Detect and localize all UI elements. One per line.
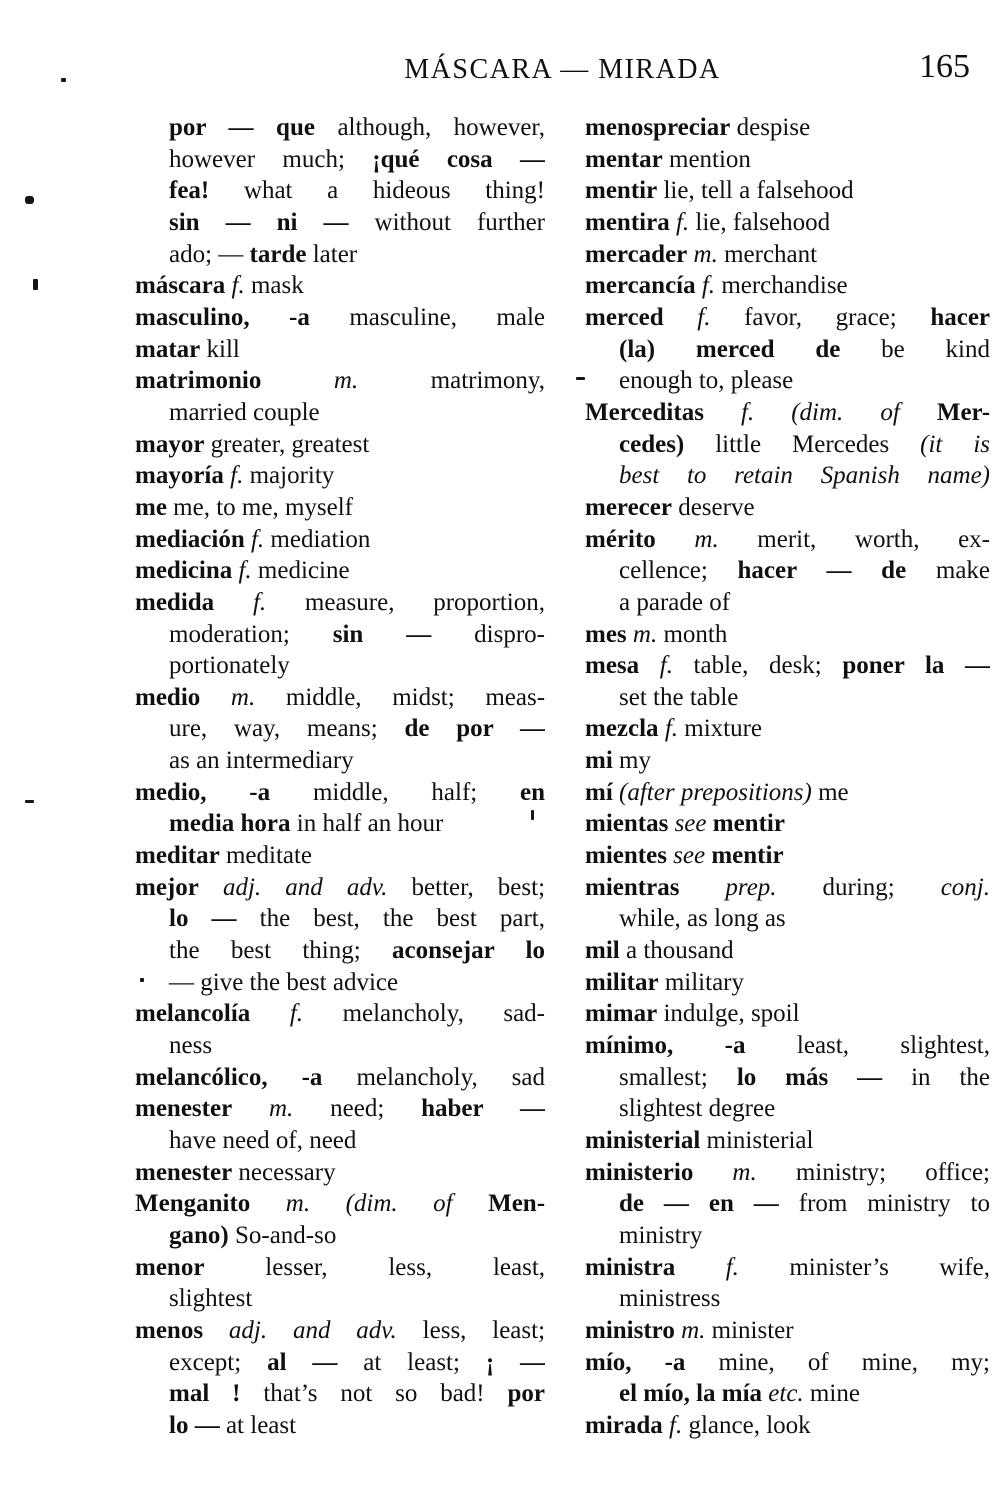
scan-speck (140, 978, 144, 982)
running-head: MÁSCARA — MIRADA (404, 54, 721, 85)
entry-line (585, 1283, 990, 1315)
text-segment: cellence; (619, 557, 708, 585)
headword: menospreciar (585, 114, 731, 141)
text-segment: merchandise (721, 272, 848, 300)
text-segment: (after prepositions) (619, 778, 812, 806)
headword: mimar (585, 1000, 658, 1028)
text-segment: lie, tell a falsehood (663, 177, 854, 205)
headword: menor (135, 1253, 205, 1281)
entry-line (585, 1062, 990, 1094)
entry-line (585, 1030, 990, 1062)
text-segment: without further (374, 208, 545, 236)
entry-line (135, 492, 545, 524)
headword: melancolía (135, 1000, 251, 1028)
text-segment: table, desk; (693, 652, 822, 680)
text-segment: middle, midst; meas- (285, 683, 545, 711)
entry-line (585, 460, 990, 492)
text-segment: majority (249, 462, 335, 490)
text-segment: merchant (724, 240, 818, 268)
text-segment: m. (269, 1095, 294, 1123)
text-segment: the best thing; (169, 937, 361, 965)
text-segment: least, slightest, (796, 1032, 990, 1060)
entry-line (585, 1378, 990, 1410)
text-segment: have need of, need (169, 1127, 357, 1154)
headword: mientes (585, 842, 667, 870)
text-segment: melancholy, sad (356, 1063, 545, 1091)
entry-line (585, 112, 990, 144)
text-segment: conj. (940, 873, 990, 901)
text-segment: merit, worth, ex- (757, 525, 990, 553)
scan-speck (61, 78, 66, 82)
text-segment: f. (659, 652, 673, 680)
entry-line (135, 967, 545, 999)
text-segment: mentir (711, 842, 784, 870)
headword: menester (135, 1158, 233, 1186)
text-segment: ure, way, means; (169, 715, 378, 743)
text-segment: m. (732, 1158, 757, 1186)
text-segment: military (664, 968, 744, 996)
entry-line (135, 302, 545, 334)
text-segment: minister (711, 1316, 794, 1344)
headword: medio, -a (135, 778, 271, 806)
entry-line (135, 713, 545, 745)
headword: militar (585, 968, 659, 996)
text-segment: at least; (363, 1348, 460, 1376)
entry-line (585, 429, 990, 461)
text-segment: m. (230, 683, 256, 711)
text-segment: kill (206, 335, 240, 363)
entry-line (135, 650, 545, 682)
text-segment: de por — (404, 715, 545, 743)
headword: Merceditas (585, 398, 704, 426)
entry-line (585, 1347, 990, 1379)
text-segment: mentir (712, 810, 785, 838)
text-segment: at least (225, 1411, 297, 1439)
headword: me (135, 493, 167, 521)
text-segment: mediation (270, 525, 371, 553)
entry-line (585, 175, 990, 207)
entry-line (585, 397, 990, 429)
text-segment: measure, proportion, (304, 588, 545, 616)
entry-line (585, 270, 990, 302)
scan-speck (531, 810, 534, 820)
entry-line (585, 1157, 990, 1189)
headword: melancólico, -a (135, 1063, 323, 1091)
headword: mayor (135, 430, 205, 458)
headword: mí (585, 778, 613, 806)
entry-line (585, 1252, 990, 1284)
text-segment: slightest (169, 1285, 253, 1313)
text-segment: lesser, less, least, (265, 1253, 545, 1281)
entry-line (135, 365, 545, 397)
entry-line (135, 1157, 545, 1189)
entry-line (135, 112, 545, 144)
entry-line (135, 808, 545, 840)
text-segment: f. (675, 208, 690, 236)
left-column (135, 112, 545, 1442)
text-segment: a thousand (625, 937, 734, 965)
headword: mercancía (585, 272, 696, 300)
entry-line (585, 872, 990, 904)
text-segment: Mer- (936, 398, 990, 426)
text-segment: f. (701, 272, 716, 300)
text-segment: poner la — (842, 652, 990, 680)
entry-line (585, 777, 990, 809)
entry-line (585, 935, 990, 967)
entry-line (135, 903, 545, 935)
headword: mínimo, -a (585, 1032, 746, 1060)
text-segment: m. (285, 1190, 311, 1218)
entry-line (585, 1410, 990, 1442)
text-segment: make (935, 557, 990, 585)
text-segment: except; (169, 1348, 242, 1376)
text-segment: indulge, spoil (663, 1000, 800, 1028)
text-segment: ministry; office; (795, 1158, 990, 1186)
text-segment: ¡ — (485, 1348, 545, 1376)
text-segment: as an intermediary (169, 747, 354, 775)
text-segment: de — en — (619, 1190, 779, 1218)
text-segment: set the table (619, 683, 739, 711)
entry-line (135, 334, 545, 366)
text-segment: mention (669, 145, 751, 173)
text-segment: f. (664, 715, 679, 743)
entry-line (135, 460, 545, 492)
text-segment: hacer (930, 303, 990, 331)
text-segment: slightest degree (619, 1095, 776, 1123)
entry-line (135, 1410, 545, 1442)
entry-line (585, 334, 990, 366)
text-segment: sin — (332, 620, 432, 648)
text-segment: during; (822, 873, 895, 901)
text-segment: month (663, 620, 728, 648)
entry-line (585, 745, 990, 777)
text-segment: from ministry to (798, 1190, 990, 1218)
text-segment: etc. (768, 1380, 804, 1408)
text-segment: (dim. of (791, 398, 900, 426)
entry-line (135, 682, 545, 714)
entry-line (585, 207, 990, 239)
text-segment: despise (736, 114, 811, 141)
entry-line (585, 239, 990, 271)
headword: mentira (585, 208, 670, 236)
entry-line (585, 365, 990, 397)
text-segment: glance, look (688, 1411, 811, 1439)
text-segment: f. (697, 303, 711, 331)
text-segment: por — que (169, 114, 315, 141)
entry-line (585, 1188, 990, 1220)
entry-line (135, 1093, 545, 1125)
entry-line (135, 239, 545, 271)
entry-line (135, 935, 545, 967)
text-segment: need; (330, 1095, 385, 1123)
text-segment: in the (911, 1063, 990, 1091)
text-segment: be kind (881, 335, 990, 363)
text-segment: better, best; (411, 873, 545, 901)
entry-line (135, 1062, 545, 1094)
text-segment: haber — (421, 1095, 545, 1123)
text-segment: lo — (169, 905, 237, 933)
headword: mezcla (585, 715, 659, 743)
text-segment: ness (169, 1032, 213, 1060)
entry-line (135, 397, 545, 429)
text-segment: meditate (225, 842, 313, 870)
text-segment: best to retain Spanish name) (619, 462, 990, 490)
text-segment: enough to, please (619, 367, 794, 395)
entry-line (135, 840, 545, 872)
entry-line (585, 840, 990, 872)
entry-line (585, 587, 990, 619)
scan-speck (576, 377, 585, 380)
text-segment: mask (250, 272, 304, 300)
text-segment: prep. (725, 873, 777, 901)
text-segment: So-and-so (234, 1221, 337, 1249)
text-segment: f. (252, 588, 267, 616)
headword: ministerio (585, 1158, 694, 1186)
entry-line (135, 872, 545, 904)
text-segment: aconsejar lo (391, 937, 545, 965)
text-segment: later (312, 240, 358, 268)
headword: máscara (135, 272, 226, 300)
text-segment: the best, the best part, (259, 905, 545, 933)
text-segment: f. (250, 525, 265, 553)
entry-line (135, 745, 545, 777)
entry-line (135, 1378, 545, 1410)
headword: masculino, -a (135, 303, 310, 331)
headword: ministro (585, 1316, 675, 1344)
text-segment: al — (267, 1348, 338, 1376)
text-segment: m. (693, 240, 718, 268)
text-segment: mal ! (169, 1380, 241, 1408)
text-segment: Men- (488, 1190, 545, 1218)
text-segment: matrimony, (430, 367, 545, 395)
entry-line (135, 1315, 545, 1347)
entry-line (585, 998, 990, 1030)
entry-line (135, 777, 545, 809)
text-segment: f. (231, 272, 245, 300)
headword: matrimonio (135, 367, 262, 395)
entry-line (585, 492, 990, 524)
text-segment: greater, greatest (210, 430, 370, 458)
entry-line (135, 175, 545, 207)
text-segment: sin — ni — (169, 208, 349, 236)
entry-line (585, 302, 990, 334)
text-segment: mine (809, 1380, 860, 1408)
text-segment: por (507, 1380, 545, 1408)
headword: mesa (585, 652, 640, 680)
text-segment: adj. and adv. (222, 873, 388, 901)
headword: medicina (135, 557, 233, 585)
entry-line (135, 1030, 545, 1062)
text-segment: — give the best advice (169, 968, 399, 996)
text-segment: gano) (169, 1221, 229, 1249)
text-segment: me, to me, myself (173, 493, 353, 521)
headword: mejor (135, 873, 199, 901)
entry-line (135, 1188, 545, 1220)
text-segment: el mío, la mía (619, 1380, 763, 1408)
headword: mercader (585, 240, 688, 268)
scan-speck (25, 196, 34, 204)
text-segment: lo — (169, 1411, 220, 1439)
text-segment: me (818, 778, 849, 806)
text-segment: my (619, 747, 651, 775)
headword: medio (135, 683, 201, 711)
entry-line (585, 1125, 990, 1157)
text-segment: dispro- (474, 620, 545, 648)
entry-line (135, 429, 545, 461)
headword: merecer (585, 493, 672, 521)
text-segment: mixture (684, 715, 763, 743)
text-segment: f. (238, 557, 252, 585)
entry-line (135, 144, 545, 176)
headword: mientras (585, 873, 680, 901)
text-segment: however much; (169, 145, 345, 173)
text-segment: while, as long as (619, 905, 786, 933)
entry-line (135, 1347, 545, 1379)
text-segment: (dim. of (345, 1190, 453, 1218)
entry-line (585, 1315, 990, 1347)
entry-line (135, 1252, 545, 1284)
text-segment: f. (669, 1411, 683, 1439)
headword: Menganito (135, 1190, 251, 1218)
page-number: 165 (919, 48, 970, 85)
text-segment: fea! (169, 177, 210, 205)
headword: menester (135, 1095, 233, 1123)
headword: merced (585, 303, 664, 331)
entry-line (135, 1125, 545, 1157)
text-segment: m. (632, 620, 658, 648)
headword: menos (135, 1316, 204, 1344)
entry-line (135, 1220, 545, 1252)
text-segment: married couple (169, 398, 320, 426)
headword: meditar (135, 842, 220, 870)
text-segment: although, however, (337, 114, 545, 141)
text-segment: moderation; (169, 620, 290, 648)
right-column (585, 112, 990, 1442)
text-segment: necessary (238, 1158, 336, 1186)
text-segment: f. (230, 462, 244, 490)
text-segment: melancholy, sad- (342, 1000, 545, 1028)
text-segment: ministry (619, 1221, 703, 1249)
headword: matar (135, 335, 201, 363)
entry-line (585, 903, 990, 935)
text-segment: smallest; (619, 1063, 708, 1091)
text-segment: hacer — de (737, 557, 907, 585)
text-segment: ministerial (706, 1127, 814, 1154)
entry-line (135, 998, 545, 1030)
entry-line (585, 650, 990, 682)
text-segment: that’s not so bad! (263, 1380, 485, 1408)
headword: mediación (135, 525, 245, 553)
headword: mayoría (135, 462, 224, 490)
text-segment: f. (740, 398, 755, 426)
text-segment: deserve (678, 493, 755, 521)
entry-line (585, 524, 990, 556)
headword: mentir (585, 177, 658, 205)
text-segment: minister’s wife, (789, 1253, 990, 1281)
entry-line (135, 619, 545, 651)
entry-line (135, 587, 545, 619)
entry-line (585, 967, 990, 999)
text-segment: ado; — (169, 240, 244, 268)
text-segment: lo más — (736, 1063, 883, 1091)
entry-line (135, 555, 545, 587)
text-segment: f. (725, 1253, 739, 1281)
entry-line (585, 144, 990, 176)
text-segment: mine, of mine, my; (718, 1348, 990, 1376)
headword: mientas (585, 810, 669, 838)
headword: mirada (585, 1411, 663, 1439)
entry-line (585, 713, 990, 745)
entry-line (585, 682, 990, 714)
text-segment: f. (289, 1000, 304, 1028)
headword: mentar (585, 145, 663, 173)
text-segment: see (674, 810, 707, 838)
text-segment: (la) merced de (619, 335, 841, 363)
text-segment: little Mercedes (715, 430, 890, 458)
entry-line (135, 524, 545, 556)
entry-line (135, 270, 545, 302)
text-segment: (it is (920, 430, 990, 458)
entry-line (585, 555, 990, 587)
text-segment: masculine, male (349, 303, 545, 331)
entry-line (135, 1283, 545, 1315)
text-segment: tarde (249, 240, 307, 268)
text-segment: middle, half; (312, 778, 478, 806)
text-segment: m. (333, 367, 359, 395)
headword: ministerial (585, 1127, 701, 1154)
text-segment: ¡qué cosa — (372, 145, 545, 173)
text-segment: media hora (169, 810, 291, 838)
headword: medida (135, 588, 215, 616)
headword: mérito (585, 525, 656, 553)
headword: mil (585, 937, 620, 965)
headword: mío, -a (585, 1348, 686, 1376)
text-segment: favor, grace; (744, 303, 897, 331)
text-segment: medicine (257, 557, 350, 585)
text-segment: in half an hour (296, 810, 444, 838)
text-segment: portionately (169, 652, 290, 680)
text-segment: cedes) (619, 430, 685, 458)
text-segment: m. (681, 1316, 706, 1344)
text-segment: see (673, 842, 706, 870)
text-segment: what a hideous thing! (243, 177, 545, 205)
text-segment: m. (694, 525, 719, 553)
scan-speck (25, 800, 34, 803)
scan-speck (33, 279, 38, 290)
entry-line (585, 1220, 990, 1252)
entry-line (585, 808, 990, 840)
entry-line (585, 1093, 990, 1125)
text-segment: adj. and adv. (228, 1316, 397, 1344)
text-segment: lie, falsehood (695, 208, 831, 236)
headword: mi (585, 747, 613, 775)
text-segment: en (520, 778, 545, 806)
text-segment: ministress (619, 1285, 721, 1313)
entry-line (585, 619, 990, 651)
text-segment: less, least; (422, 1316, 545, 1344)
entry-line (135, 207, 545, 239)
headword: mes (585, 620, 627, 648)
text-segment: a parade of (619, 588, 731, 616)
headword: ministra (585, 1253, 676, 1281)
